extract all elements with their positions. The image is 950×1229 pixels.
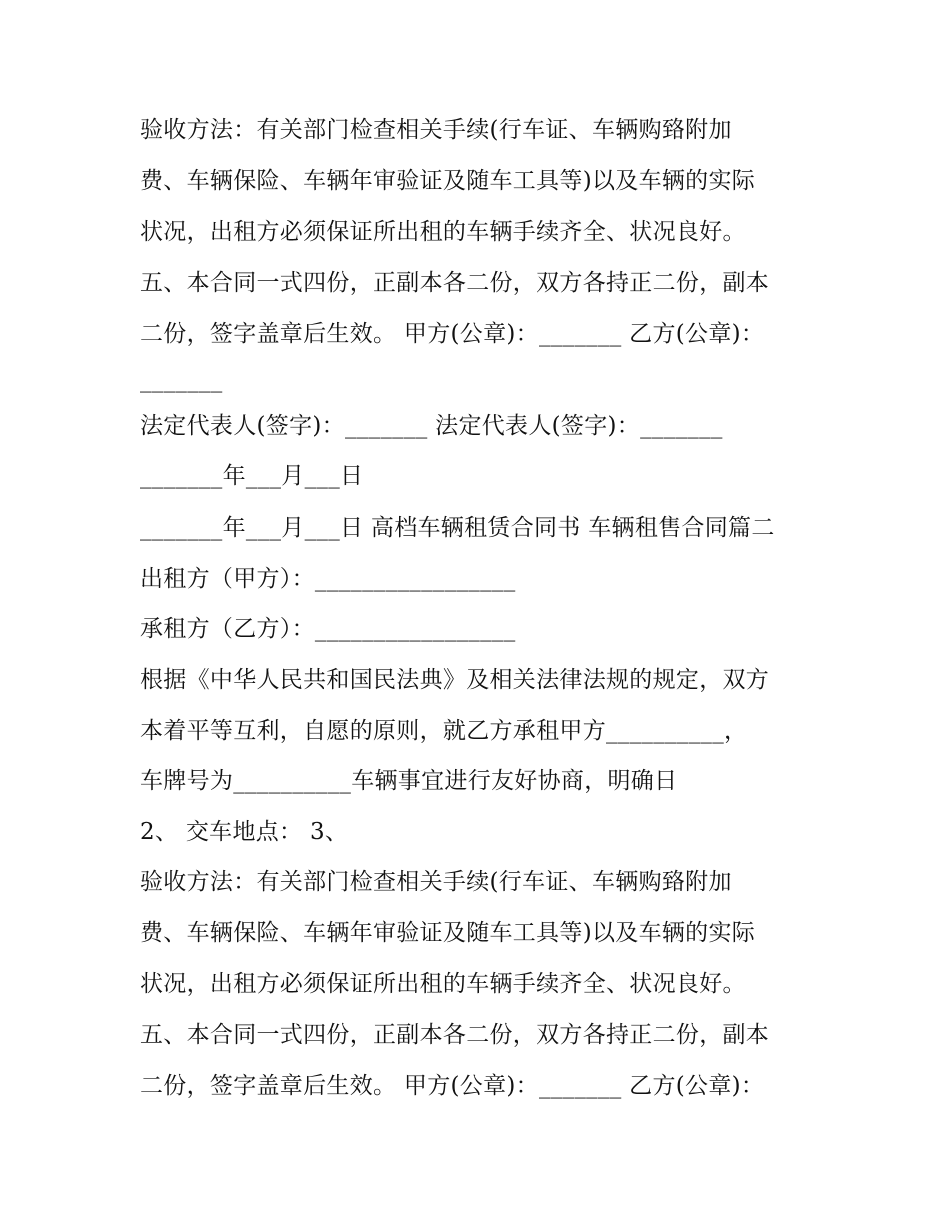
text-line: 二份，签字盖章后生效。 甲方(公章)：_______ 乙方(公章)： — [140, 321, 765, 347]
text-line: 出租方（甲方）：_________________ — [140, 566, 516, 592]
text-line: 验收方法：有关部门检查相关手续(行车证、车辆购臵附加 — [140, 117, 732, 143]
text-line: 状况，出租方必须保证所出租的车辆手续齐全、状况良好。 — [140, 971, 746, 997]
text-line: 五、本合同一式四份，正副本各二份，双方各持正二份，副本 — [140, 270, 770, 296]
text-line: 费、车辆保险、车辆年审验证及随车工具等)以及车辆的实际 — [140, 168, 756, 194]
text-line: _______年___月___日 高档车辆租赁合同书 车辆租售合同篇二 — [140, 515, 775, 541]
text-line: 二份，签字盖章后生效。 甲方(公章)：_______ 乙方(公章)： — [140, 1073, 765, 1099]
text-line: 根据《中华人民共和国民法典》及相关法律法规的规定，双方 — [140, 667, 770, 693]
text-line: 状况，出租方必须保证所出租的车辆手续齐全、状况良好。 — [140, 219, 746, 245]
text-line: _______ — [140, 367, 223, 393]
text-line: 本着平等互利，自愿的原则，就乙方承租甲方__________， — [140, 718, 748, 744]
text-line: 费、车辆保险、车辆年审验证及随车工具等)以及车辆的实际 — [140, 920, 756, 946]
text-line: _______年___月___日 — [140, 463, 364, 489]
text-line: 五、本合同一式四份，正副本各二份，双方各持正二份，副本 — [140, 1022, 770, 1048]
text-line: 验收方法：有关部门检查相关手续(行车证、车辆购臵附加 — [140, 869, 732, 895]
text-line: 车牌号为__________车辆事宜进行友好协商，明确日 — [140, 768, 678, 794]
text-line: 2、 交车地点： 3、 — [140, 819, 349, 845]
text-line: 承租方（乙方）：_________________ — [140, 616, 516, 642]
text-line: 法定代表人(签字)：_______ 法定代表人(签字)：_______ — [140, 413, 723, 439]
